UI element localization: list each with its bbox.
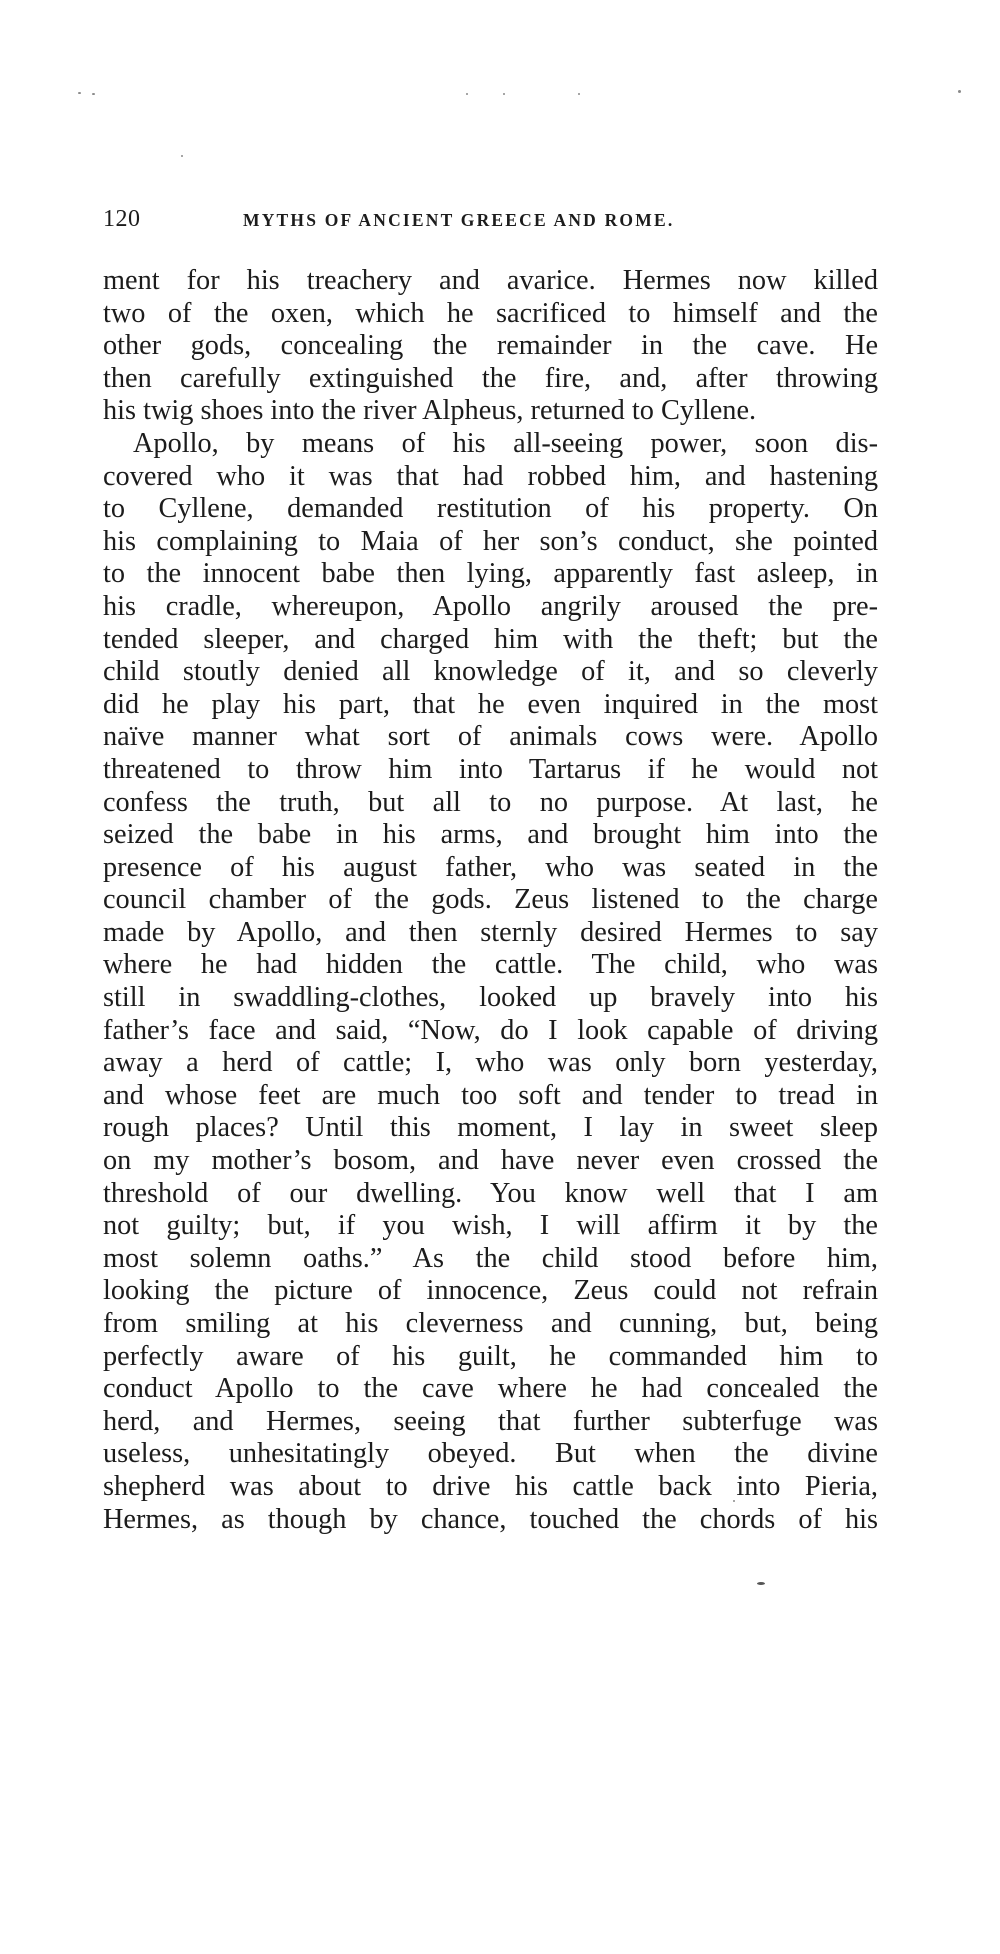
text-line: council chamber of the gods. Zeus listened to the charge — [103, 884, 878, 916]
text-line: most solemn oaths.” As the child stood before him, — [103, 1242, 878, 1274]
text-line: presence of his august father, who was seated in the — [103, 851, 878, 883]
text-line: rough places? Until this moment, I lay in sweet sleep — [103, 1112, 878, 1144]
text-line: where he had hidden the cattle. The child, who was — [103, 949, 878, 981]
page-header — [103, 206, 878, 238]
scan-speck — [578, 93, 580, 95]
text-line: herd, and Hermes, seeing that further subterfuge was — [103, 1405, 878, 1437]
text-line: two of the oxen, which he sacrificed to himself and the — [103, 297, 878, 329]
text-line: conduct Apollo to the cave where he had concealed the — [103, 1373, 878, 1405]
scan-speck — [78, 92, 81, 94]
text-line: and whose feet are much too soft and tender to tread in — [103, 1079, 878, 1111]
text-line: Hermes, as though by chance, touched the chords of his — [103, 1503, 878, 1535]
text-line: covered who it was that had robbed him, and hastening — [103, 460, 878, 492]
text-line: threshold of our dwelling. You know well that I am — [103, 1177, 878, 1209]
text-line: to the innocent babe then lying, apparently fast asleep, in — [103, 558, 878, 590]
text-line: not guilty; but, if you wish, I will affirm it by the — [103, 1210, 878, 1242]
text-line: from smiling at his cleverness and cunning, but, being — [103, 1308, 878, 1339]
text-line: then carefully extinguished the fire, and, after throwing — [103, 362, 878, 394]
text-line: confess the truth, but all to no purpose. At last, he — [103, 786, 878, 818]
text-line: on my mother’s bosom, and have never even crossed the — [103, 1145, 878, 1177]
text-line: useless, unhesitatingly obeyed. But when the divine — [103, 1438, 878, 1470]
text-line: shepherd was about to drive his cattle back into Pieria, — [103, 1470, 878, 1502]
text-line: child stoutly denied all knowledge of it, and so cleverly — [103, 656, 878, 688]
text-line: still in swaddling-clothes, looked up bravely into his — [103, 982, 878, 1014]
text-line: tended sleeper, and charged him with the theft; but the — [103, 623, 878, 655]
body-text — [103, 265, 878, 1536]
scan-speck — [958, 90, 961, 93]
page-number: 120 — [103, 206, 141, 232]
text-line: threatened to throw him into Tartarus if he would not — [103, 753, 878, 785]
text-line: other gods, concealing the remainder in the cave. He — [103, 330, 878, 362]
text-line: away a herd of cattle; I, who was only born yesterday, — [103, 1047, 878, 1079]
scan-speck — [92, 93, 95, 95]
text-line: made by Apollo, and then sternly desired Hermes to say — [103, 916, 878, 948]
text-line: looking the picture of innocence, Zeus could not refrain — [103, 1275, 878, 1307]
scan-speck — [757, 1582, 765, 1585]
text-line: his complaining to Maia of her son’s conduct, she pointed — [103, 525, 878, 557]
text-line: his twig shoes into the river Alpheus, returned to Cyllene. — [103, 395, 757, 427]
text-line: naïve manner what sort of animals cows were. Apollo — [103, 721, 878, 753]
text-line: father’s face and said, “Now, do I look capable of driving — [103, 1014, 878, 1046]
text-line: his cradle, whereupon, Apollo angrily aroused the pre- — [103, 590, 878, 622]
text-line: seized the babe in his arms, and brought him into the — [103, 819, 878, 851]
text-line: ment for his treachery and avarice. Hermes now killed — [103, 265, 878, 296]
scan-speck — [466, 93, 468, 95]
text-line: did he play his part, that he even inquired in the most — [103, 688, 878, 720]
text-line: Apollo, by means of his all-seeing power, soon dis- — [133, 427, 878, 459]
scan-speck — [181, 155, 183, 157]
scan-speck — [503, 93, 505, 95]
text-line: perfectly aware of his guilt, he commanded him to — [103, 1340, 878, 1372]
text-line: to Cyllene, demanded restitution of his property. On — [103, 493, 878, 525]
running-title: MYTHS OF ANCIENT GREECE AND ROME. — [243, 210, 675, 230]
